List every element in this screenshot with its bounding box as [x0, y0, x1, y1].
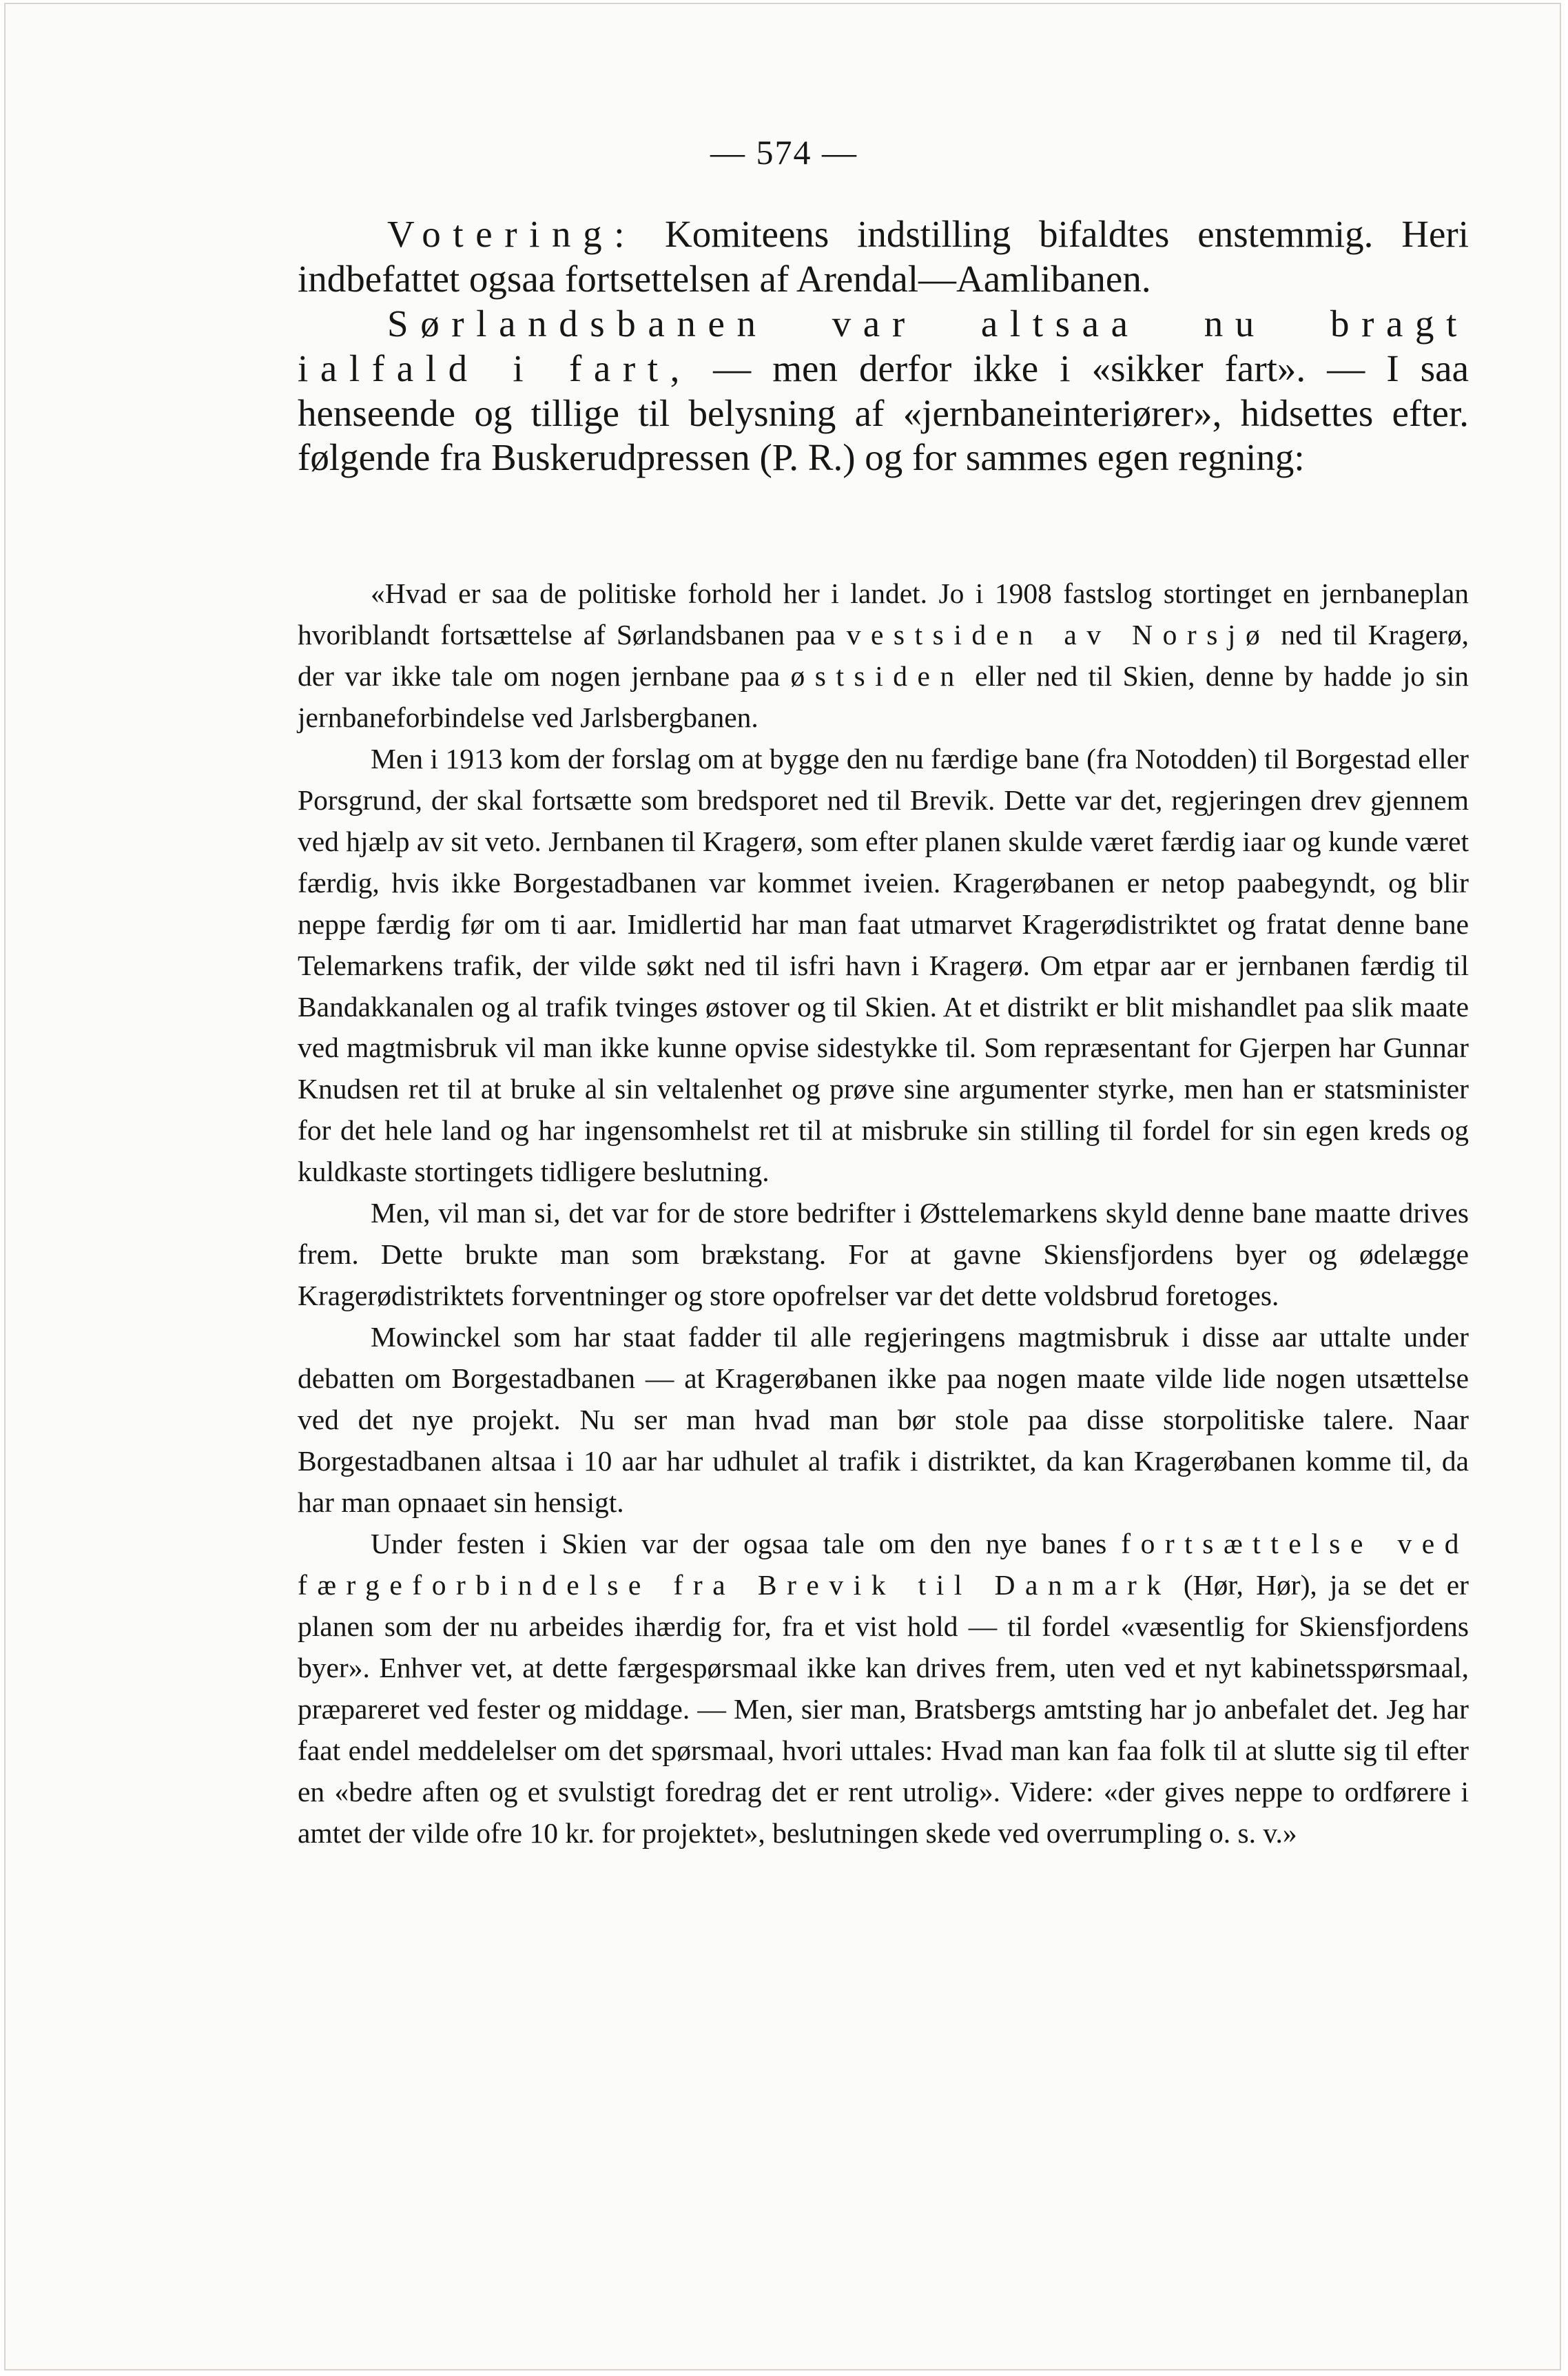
- quote-paragraph-4: Mowinckel som har staat fadder til alle regjeringens magtmisbruk i disse aar uttalte under debatten om Borgestadbanen — at Kragerøbanen ikke paa nogen maate vilde lide nogen utsættelse ved det nye projekt. Nu ser man hvad man bør stole paa disse storpolitiske talere. Naar Borgestadbanen altsaa i 10 aar har udhulet al trafik i distriktet, da kan Kragerøbanen komme til, da har man opnaaet sin hensigt.: [298, 1321, 1469, 1518]
- intro-spaced-text: Sørlandsbanen var altsaa nu bragt ialfald i fart,: [298, 302, 1469, 389]
- page-number: — 574 —: [710, 133, 858, 172]
- intro-text: — men derfor ikke i «sikker fart». — I saa henseende og tillige til belysning af «jernbaneinteriører», hidsettes efter. følgende fra Buskerudpressen (P. R.) og for sammes egen regning:: [298, 347, 1469, 479]
- quote-text: eller ned til Skien, denne by hadde jo sin jernbaneforbindelse ved Jarlsbergbanen.: [298, 659, 1469, 733]
- quote-spaced-text: østsiden: [790, 659, 964, 692]
- votering-label: Votering:: [387, 213, 637, 255]
- intro-paragraph: [298, 302, 1469, 481]
- quote-spaced-text: fortsættelse ved færgeforbindelse fra Brevik til Danmark: [298, 1527, 1469, 1601]
- quote-text: (Hør, Hør), ja se det er planen som der nu arbeides ihærdig for, fra et vist hold — til fordel «væsentlig for Skiensfjordens byer». Enhver vet, at dette færgespørsmaal ikke kan drives frem, uten ved et nyt kabinetsspørsmaal, præpareret ved fester og middage. — Men, sier man, Bratsbergs amtsting har jo anbefalet det. Jeg har faat endel meddelelser om det spørsmaal, hvori uttales: Hvad man kan faa folk til at slutte sig til efter en «bedre aften og et svulstigt foredrag det er rent utrolig». Videre: «der gives neppe to ordførere i amtet der vilde ofre 10 kr. for projektet», beslutningen skede ved overrumpling o. s. v.»: [298, 1568, 1469, 1849]
- main-text: [298, 212, 1469, 480]
- votering-text: Komiteens indstilling bifaldtes enstemmig. Heri indbefattet ogsaa fortsettelsen af Arendal—Aamlibanen.: [298, 213, 1469, 300]
- quote-paragraph-1: [298, 573, 1469, 739]
- quote-text: ned til Kragerø, der var ikke tale om nogen jernbane paa: [298, 618, 1469, 692]
- quote-spaced-text: vestsiden av Norsjø: [846, 618, 1270, 651]
- quoted-article: [298, 573, 1469, 1854]
- quote-paragraph-3: Men, vil man si, det var for de store bedrifter i Østtelemarkens skyld denne bane maatte drives frem. Dette brukte man som brækstang. For at gavne Skiensfjordens byer og ødelægge Kragerødistriktets forventninger og store opofrelser var det dette voldsbrud foretoges.: [298, 1197, 1469, 1312]
- quote-text: «Hvad er saa de politiske forhold her i landet. Jo i 1908 fastslog stortinget en jernbaneplan hvoriblandt fortsættelse af Sørlandsbanen paa: [298, 577, 1469, 651]
- quote-text: Under festen i Skien var der ogsaa tale om den nye banes: [371, 1527, 1122, 1559]
- quote-paragraph-5: [298, 1524, 1469, 1854]
- votering-paragraph: [298, 212, 1469, 302]
- quote-paragraph-2: Men i 1913 kom der forslag om at bygge den nu færdige bane (fra Notodden) til Borgestad eller Porsgrund, der skal fortsætte som bredsporet ned til Brevik. Dette var det, regjeringen drev gjennem ved hjælp av sit veto. Jernbanen til Kragerø, som efter planen skulde været færdig iaar og kunde været færdig, hvis ikke Borgestadbanen var kommet iveien. Kragerøbanen er netop paabegyndt, og blir neppe færdig før om ti aar. Imidlertid har man faat utmarvet Kragerødistriktet og fratat denne bane Telemarkens trafik, der vilde søkt ned til isfri havn i Kragerø. Om etpar aar er jernbanen færdig til Bandakkanalen og al trafik tvinges østover og til Skien. At et distrikt er blit mishandlet paa slik maate ved magtmisbruk vil man ikke kunne opvise sidestykke til. Som repræsentant for Gjerpen har Gunnar Knudsen ret til at bruke al sin veltalenhet og prøve sine argumenter styrke, men han er statsminister for det hele land og har ingensomhelst ret til at misbruke sin stilling til fordel for sin egen kreds og kuldkaste stortingets tidligere beslutning.: [298, 742, 1469, 1188]
